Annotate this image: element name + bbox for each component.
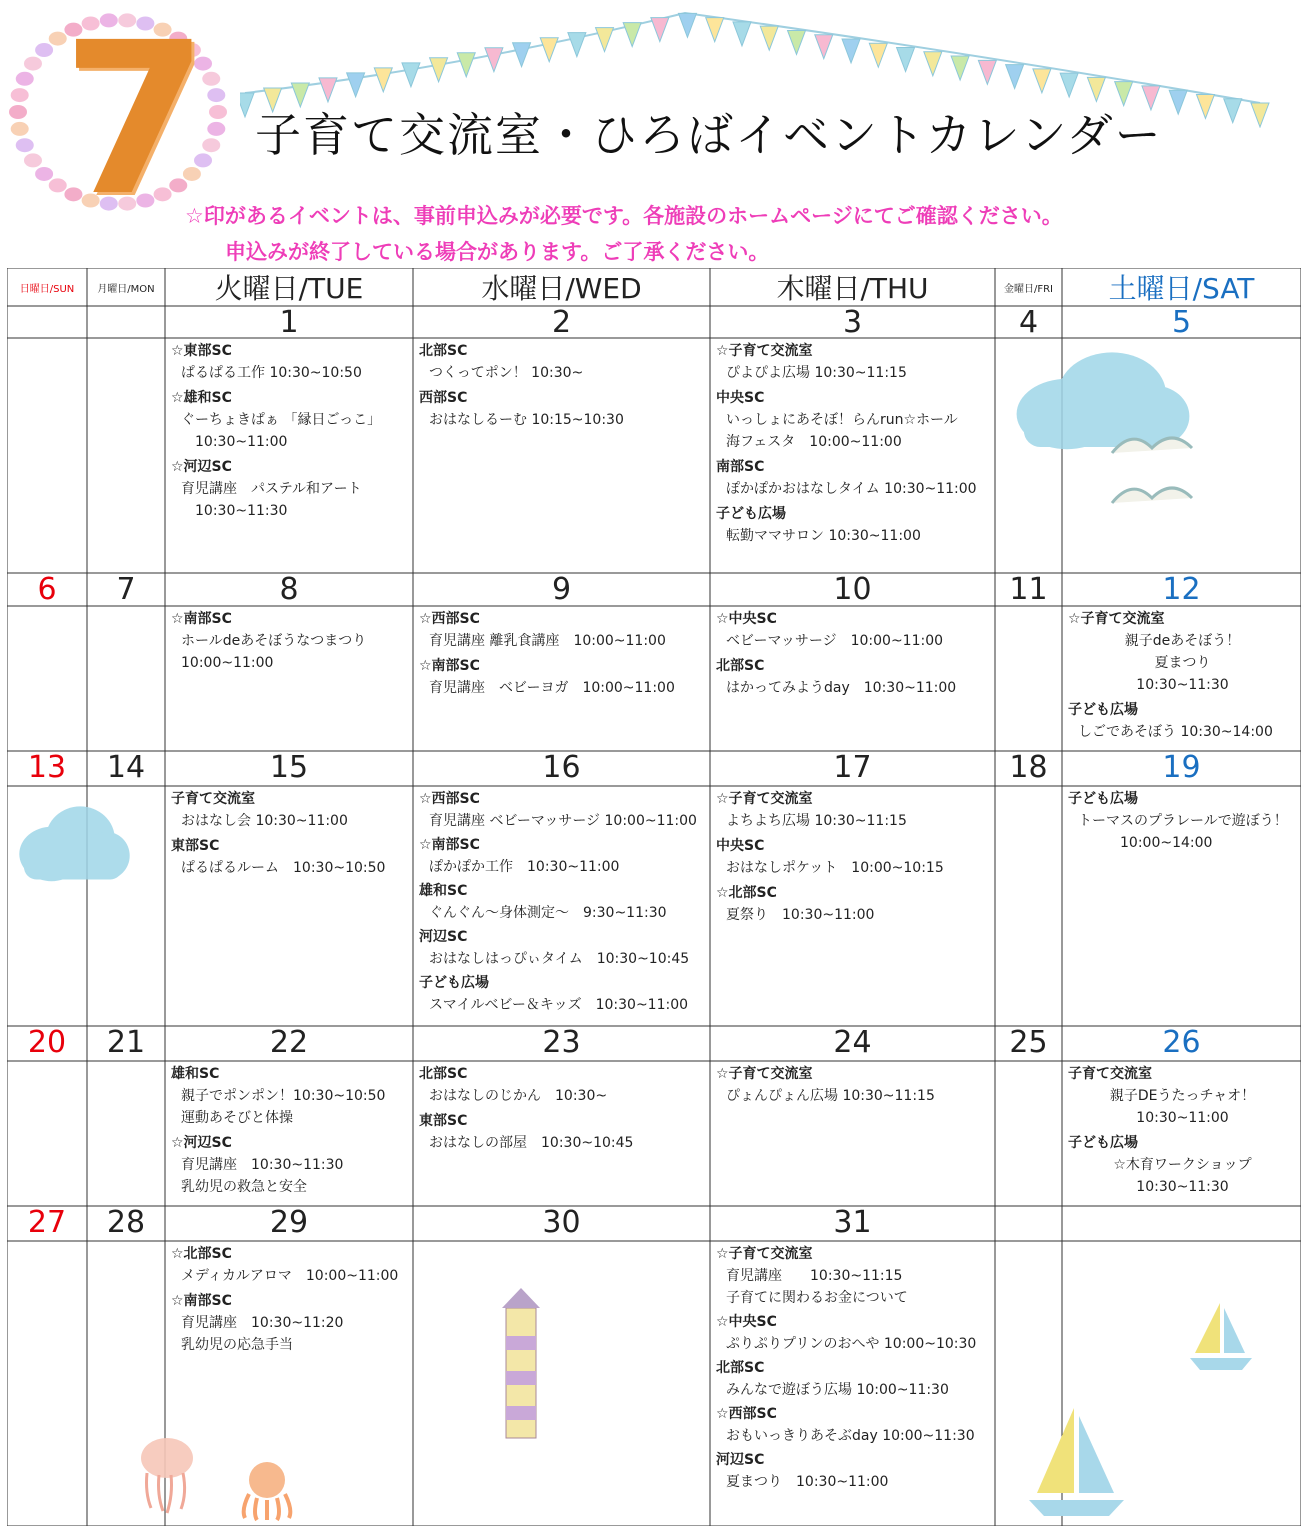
event-facility: 中央SC <box>716 390 765 406</box>
event-facility: ☆西部SC <box>716 1406 777 1422</box>
event-item <box>1066 1132 1299 1198</box>
event-item <box>714 655 993 699</box>
event-item <box>1066 608 1299 696</box>
day-number: 25 <box>1009 1025 1048 1060</box>
event-item <box>714 1063 993 1107</box>
day-number: 28 <box>106 1205 146 1240</box>
event-detail: 運動あそびと体操 <box>181 1110 293 1126</box>
weekday-header: 金曜日/FRI <box>1003 283 1054 295</box>
flag-icon <box>651 18 669 42</box>
event-facility: 子ども広場 <box>1068 702 1138 718</box>
event-detail: 育児講座 10:30~11:20 <box>181 1315 344 1331</box>
event-item <box>417 340 708 384</box>
event-item <box>417 387 708 431</box>
day-number: 23 <box>542 1025 581 1060</box>
event-detail: ぷりぷりプリンのおへや 10:00~10:30 <box>726 1336 977 1352</box>
flag-icon <box>1087 77 1105 101</box>
day-number: 18 <box>1009 750 1048 785</box>
day-number: 9 <box>551 572 572 607</box>
day-events <box>417 608 708 749</box>
shell-icon <box>9 105 27 119</box>
day-number: 13 <box>27 750 67 785</box>
event-detail: 親子でポンポン！10:30~10:50 <box>181 1088 386 1104</box>
event-item <box>714 788 993 832</box>
event-facility: ☆中央SC <box>716 1314 777 1330</box>
cloud-icon <box>17 803 132 888</box>
event-facility: 西部SC <box>419 390 468 406</box>
flag-icon <box>430 58 448 82</box>
day-number: 1 <box>279 305 299 340</box>
event-facility: 河辺SC <box>419 929 468 945</box>
shell-icon <box>11 122 29 136</box>
event-detail: 親子deあそぼう！ <box>1124 633 1241 649</box>
event-facility: ☆雄和SC <box>171 390 232 406</box>
event-item <box>417 1063 708 1107</box>
flag-icon <box>513 43 531 67</box>
event-facility: 北部SC <box>716 1360 765 1376</box>
flag-icon <box>678 13 696 37</box>
weekday-header: 月曜日/MON <box>97 283 155 295</box>
event-facility: 子ども広場 <box>1068 791 1138 807</box>
event-facility: 北部SC <box>419 1066 468 1082</box>
page-title: 子育て交流室・ひろばイベントカレンダー <box>255 108 1163 162</box>
event-facility: ☆南部SC <box>419 837 480 853</box>
event-facility: ☆河辺SC <box>171 1135 232 1151</box>
day-number: 10 <box>833 572 872 607</box>
event-item <box>169 1063 411 1129</box>
shell-icon <box>16 138 34 152</box>
event-calendar <box>7 268 1301 1526</box>
day-events <box>417 1063 708 1204</box>
shell-icon <box>207 88 225 102</box>
event-item <box>714 340 993 384</box>
flag-icon <box>1060 73 1078 97</box>
event-detail: 夏まつり 10:30~11:00 <box>726 1474 889 1490</box>
event-detail: ぽかぽかおはなしタイム 10:30~11:00 <box>726 481 977 497</box>
event-detail: ぐんぐん～身体測定～ 9:30~11:30 <box>429 905 667 921</box>
event-facility: 河辺SC <box>716 1452 765 1468</box>
event-item <box>714 835 993 879</box>
day-number: 24 <box>833 1025 872 1060</box>
event-detail: ぱるぱる工作 10:30~10:50 <box>181 365 362 381</box>
event-detail: よちよち広場 10:30~11:15 <box>726 813 907 829</box>
event-detail: 親子DEうたっチャオ！ <box>1109 1088 1256 1104</box>
day-events <box>714 1243 993 1524</box>
event-item <box>417 926 708 970</box>
day-number: 19 <box>1162 750 1201 785</box>
weekday-header: 日曜日/SUN <box>19 283 75 295</box>
event-detail: つくってポン！ 10:30~ <box>429 365 584 381</box>
event-detail: おはなしるーむ 10:15~10:30 <box>429 412 624 428</box>
event-detail: 子育てに関わるお金について <box>726 1290 908 1306</box>
shell-icon <box>16 72 34 86</box>
day-events <box>714 608 993 749</box>
event-detail: 育児講座 ベビーマッサージ 10:00~11:00 <box>429 813 697 829</box>
day-number: 31 <box>833 1205 872 1240</box>
day-number: 22 <box>269 1025 309 1060</box>
shell-icon <box>207 122 225 136</box>
event-item <box>714 882 993 926</box>
day-number: 30 <box>542 1205 581 1240</box>
flag-icon <box>1115 82 1133 106</box>
event-detail: 10:30~11:30 <box>1136 677 1229 693</box>
day-number: 14 <box>106 750 146 785</box>
day-number: 12 <box>1162 572 1201 607</box>
event-facility: 雄和SC <box>419 883 468 899</box>
day-events <box>169 608 411 749</box>
lighthouse-icon <box>498 1286 544 1441</box>
event-detail: ☆木育ワークショップ <box>1113 1157 1252 1173</box>
flag-icon <box>596 28 614 52</box>
event-facility: 東部SC <box>419 1113 468 1129</box>
day-number: 16 <box>542 750 581 785</box>
day-events <box>1066 608 1299 749</box>
flag-icon <box>1196 94 1214 118</box>
day-number: 21 <box>106 1025 146 1060</box>
event-detail: 乳幼児の救急と安全 <box>181 1179 307 1195</box>
flag-icon <box>240 93 254 117</box>
flag-icon <box>623 23 641 47</box>
weekday-header: 火曜日/TUE <box>214 272 364 305</box>
event-facility: ☆西部SC <box>419 611 480 627</box>
event-item <box>714 608 993 652</box>
day-number: 4 <box>1018 305 1039 340</box>
shell-icon <box>24 153 42 167</box>
event-facility: 北部SC <box>716 658 765 674</box>
flag-icon <box>842 39 860 63</box>
day-number: 2 <box>551 305 572 340</box>
flag-icon <box>733 22 751 46</box>
day-events <box>1066 1063 1299 1204</box>
shell-icon <box>35 43 53 57</box>
event-detail: スマイルベビー＆キッズ 10:30~11:00 <box>429 997 689 1013</box>
event-detail: 10:30~11:30 <box>181 503 288 519</box>
flag-icon <box>951 56 969 80</box>
event-facility: ☆東部SC <box>171 343 232 359</box>
flag-icon <box>402 63 420 87</box>
day-number: 3 <box>842 305 863 340</box>
day-events <box>714 788 993 1024</box>
event-facility: 南部SC <box>716 459 765 475</box>
event-facility: 子育て交流室 <box>171 791 255 807</box>
event-detail: ぴよぴよ広場 10:30~11:15 <box>726 365 907 381</box>
flag-icon <box>1251 103 1269 127</box>
seagull-icon <box>1107 423 1207 533</box>
day-events <box>169 1063 411 1204</box>
flag-icon <box>1224 99 1242 123</box>
event-facility: ☆南部SC <box>419 658 480 674</box>
event-item <box>417 880 708 924</box>
event-item <box>169 1290 411 1356</box>
event-facility: ☆子育て交流室 <box>716 1066 813 1082</box>
day-events <box>714 340 993 571</box>
flag-icon <box>291 83 309 107</box>
flag-icon <box>457 53 475 77</box>
event-detail: 夏まつり <box>1154 655 1211 671</box>
event-detail: トーマスのプラレールで遊ぼう！ <box>1078 813 1288 829</box>
event-facility: 雄和SC <box>171 1066 220 1082</box>
event-detail: 育児講座 10:30~11:30 <box>181 1157 344 1173</box>
day-number: 6 <box>37 572 57 607</box>
event-item <box>417 788 708 832</box>
day-number: 15 <box>269 750 309 785</box>
event-item <box>1066 1063 1299 1129</box>
flag-icon <box>319 78 337 102</box>
event-facility: 子ども広場 <box>716 506 786 522</box>
weekday-header: 水曜日/WED <box>481 272 642 305</box>
event-item <box>714 503 993 547</box>
event-facility: 子ども広場 <box>1068 1135 1138 1151</box>
shell-icon <box>35 167 53 181</box>
day-number: 7 <box>116 572 136 607</box>
flag-icon <box>540 38 558 62</box>
event-detail: 育児講座 ベビーヨガ 10:00~11:00 <box>429 680 675 696</box>
flag-icon <box>568 33 586 57</box>
flag-icon <box>760 26 778 50</box>
day-events <box>1066 788 1299 1024</box>
flag-icon <box>924 52 942 76</box>
event-detail: おはなし会 10:30~11:00 <box>181 813 348 829</box>
event-item <box>714 1357 993 1401</box>
day-events <box>169 788 411 1024</box>
event-facility: ☆北部SC <box>171 1246 232 1262</box>
sailboat-icon <box>1029 1398 1129 1518</box>
event-facility: 東部SC <box>171 838 220 854</box>
event-detail: いっしょにあそぼ！らんrun☆ホール <box>726 412 958 428</box>
event-item <box>417 972 708 1016</box>
event-item <box>1066 788 1299 854</box>
weekday-header: 木曜日/THU <box>776 272 929 305</box>
day-number: 29 <box>269 1205 309 1240</box>
event-detail: 育児講座 10:30~11:15 <box>726 1268 903 1284</box>
event-detail: 乳幼児の応急手当 <box>181 1337 293 1353</box>
day-events <box>169 340 411 571</box>
shell-icon <box>209 105 227 119</box>
flag-icon <box>347 73 365 97</box>
notice-line-2: 申込みが終了している場合があります。ご了承ください。 <box>225 240 770 264</box>
event-detail: 10:30~11:00 <box>181 434 288 450</box>
event-facility: ☆子育て交流室 <box>1068 611 1165 627</box>
event-detail: ホールdeあそぼうなつまつり <box>181 633 367 649</box>
event-detail: みんなで遊ぼう広場 10:00~11:30 <box>726 1382 949 1398</box>
event-detail: おはなしの部屋 10:30~10:45 <box>429 1135 634 1151</box>
event-detail: 育児講座 離乳食講座 10:00~11:00 <box>429 633 666 649</box>
day-events <box>417 340 708 571</box>
event-facility: ☆子育て交流室 <box>716 343 813 359</box>
event-detail: しごであそぼう 10:30~14:00 <box>1078 724 1273 740</box>
day-number: 27 <box>27 1205 67 1240</box>
event-item <box>714 1449 993 1493</box>
flag-icon <box>869 43 887 67</box>
event-item <box>417 608 708 652</box>
event-detail: ぐーちょきぱぁ 「縁日ごっこ」 <box>181 412 382 428</box>
event-item <box>169 788 411 832</box>
event-facility: ☆子育て交流室 <box>716 791 813 807</box>
event-detail: おはなしのじかん 10:30~ <box>429 1088 608 1104</box>
event-detail: 10:30~11:30 <box>1136 1179 1229 1195</box>
event-detail: おはなしポケット 10:00~10:15 <box>726 860 944 876</box>
event-item <box>417 834 708 878</box>
event-detail: 10:00~11:00 <box>181 655 274 671</box>
event-item <box>169 456 411 522</box>
event-detail: 10:00~14:00 <box>1078 835 1213 851</box>
octopus-icon <box>237 1458 302 1526</box>
event-facility: 子ども広場 <box>419 975 489 991</box>
event-item <box>169 1132 411 1198</box>
event-facility: ☆河辺SC <box>171 459 232 475</box>
event-detail: 海フェスタ 10:00~11:00 <box>726 434 902 450</box>
event-detail: はかってみようday 10:30~11:00 <box>726 680 957 696</box>
weekday-header: 土曜日/SAT <box>1108 272 1255 305</box>
event-item <box>169 1243 411 1287</box>
flag-icon <box>978 60 996 84</box>
event-item <box>417 655 708 699</box>
event-item <box>417 1110 708 1154</box>
event-detail: ぽかぽか工作 10:30~11:00 <box>429 859 620 875</box>
event-item <box>714 1311 993 1355</box>
month-number: 7 <box>62 0 209 242</box>
flag-icon <box>1169 90 1187 114</box>
event-detail: 育児講座 パステル和アート <box>181 481 362 497</box>
notice-line-1: ☆印があるイベントは、事前申込みが必要です。各施設のホームページにてご確認ください。 <box>185 204 1063 228</box>
event-item <box>714 456 993 500</box>
event-detail: ぱるぱるルーム 10:30~10:50 <box>181 860 386 876</box>
event-item <box>169 835 411 879</box>
flag-icon <box>788 30 806 54</box>
event-facility: ☆南部SC <box>171 611 232 627</box>
event-detail: 10:30~11:00 <box>1136 1110 1229 1126</box>
calendar-header <box>0 0 1307 268</box>
event-facility: ☆北部SC <box>716 885 777 901</box>
flag-icon <box>815 35 833 59</box>
day-events <box>714 1063 993 1204</box>
flag-icon <box>706 18 724 42</box>
event-facility: 子育て交流室 <box>1068 1066 1152 1082</box>
day-number: 26 <box>1162 1025 1201 1060</box>
event-facility: ☆南部SC <box>171 1293 232 1309</box>
event-item <box>169 340 411 384</box>
event-item <box>714 1403 993 1447</box>
event-detail: ベビーマッサージ 10:00~11:00 <box>726 633 944 649</box>
event-item <box>1066 699 1299 743</box>
flag-icon <box>897 48 915 72</box>
day-number: 11 <box>1009 572 1048 607</box>
event-item <box>714 387 993 453</box>
sailboat-icon <box>1190 1298 1255 1373</box>
event-detail: おはなしはっぴぃタイム 10:30~10:45 <box>429 951 690 967</box>
event-item <box>169 387 411 453</box>
day-number: 20 <box>27 1025 67 1060</box>
flag-icon <box>1006 65 1024 89</box>
event-detail: おもいっきりあそぶday 10:00~11:30 <box>726 1428 975 1444</box>
flag-icon <box>374 68 392 92</box>
shell-icon <box>11 88 29 102</box>
flag-icon <box>485 48 503 72</box>
event-detail: 転勤ママサロン 10:30~11:00 <box>726 528 921 544</box>
event-item <box>714 1243 993 1309</box>
event-item <box>169 608 411 674</box>
day-events <box>417 788 708 1024</box>
event-facility: 中央SC <box>716 838 765 854</box>
event-detail: メディカルアロマ 10:00~11:00 <box>181 1268 399 1284</box>
jellyfish-icon <box>137 1433 202 1518</box>
shell-icon <box>24 57 42 71</box>
event-facility: ☆中央SC <box>716 611 777 627</box>
event-detail: ぴょんぴょん広場 10:30~11:15 <box>726 1088 935 1104</box>
event-facility: ☆西部SC <box>419 791 480 807</box>
day-number: 8 <box>279 572 299 607</box>
day-number: 17 <box>833 750 872 785</box>
event-detail: 夏祭り 10:30~11:00 <box>726 907 875 923</box>
flag-icon <box>1033 69 1051 93</box>
event-facility: ☆子育て交流室 <box>716 1246 813 1262</box>
event-facility: 北部SC <box>419 343 468 359</box>
day-number: 5 <box>1171 305 1192 340</box>
